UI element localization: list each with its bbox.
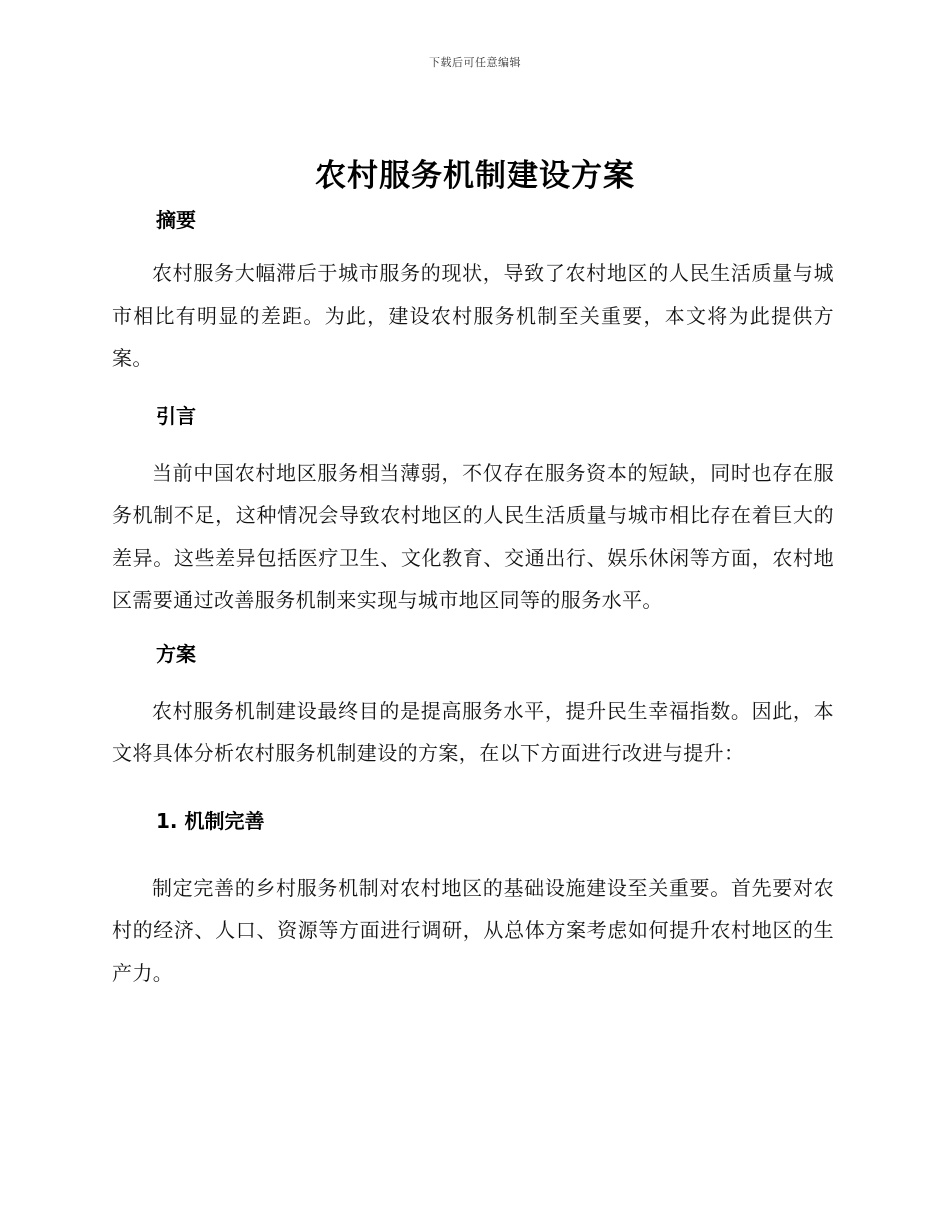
document-body — [112, 196, 834, 994]
abstract-paragraph: 农村服务大幅滞后于城市服务的现状，导致了农村地区的人民生活质量与城市相比有明显的差距。为此，建设农村服务机制至关重要，本文将为此提供方案。 — [112, 261, 834, 370]
plan-paragraph: 农村服务机制建设最终目的是提高服务水平，提升民生幸福指数。因此，本文将具体分析农村服务机制建设的方案，在以下方面进行改进与提升： — [112, 698, 834, 765]
introduction-paragraph: 当前中国农村地区服务相当薄弱，不仅存在服务资本的短缺，同时也存在服务机制不足，这种情况会导致农村地区的人民生活质量与城市相比存在着巨大的差异。这些差异包括医疗卫生、文化教育、交通出行、娱乐休闲等方面，农村地区需要通过改善服务机制来实现与城市地区同等的服务水平。 — [112, 460, 834, 612]
introduction-heading: 引言 — [156, 403, 196, 428]
item-1-heading: 1. 机制完善 — [156, 808, 265, 833]
item-1-paragraph: 制定完善的乡村服务机制对农村地区的基础设施建设至关重要。首先要对农村的经济、人口、资源等方面进行调研，从总体方案考虑如何提升农村地区的生产力。 — [112, 875, 834, 985]
abstract-heading: 摘要 — [156, 208, 196, 232]
document-title: 农村服务机制建设方案 — [315, 158, 635, 194]
plan-heading: 方案 — [156, 641, 196, 666]
header-note: 下载后可任意编辑 — [429, 56, 521, 69]
